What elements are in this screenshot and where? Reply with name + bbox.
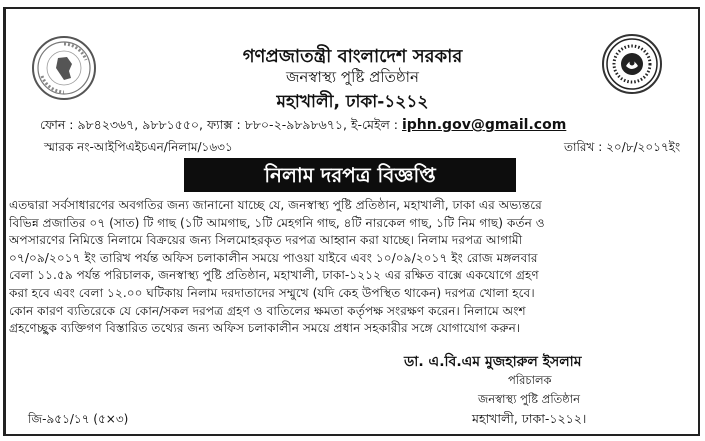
- body-line: করা হবে এবং বেলা ১২.০০ ঘটিকায় নিলাম দরদাতাদের সম্মুখে (যদি কেহ উপস্থিত থাকেন) দরপত্র খোলা হবে।: [9, 285, 535, 300]
- signatory-org: জনস্বাস্থ্য পুষ্টি প্রতিষ্ঠান: [478, 392, 580, 406]
- signatory-address: মহাখালী, ঢাকা-১২১২।: [472, 411, 587, 426]
- contact-phone-fax: ফোন : ৯৮৪২৩৬৭, ৯৮৮১৫৫০, ফ্যাক্স : ৮৮০-২-৯৮৯৮৬৭১, ই-মেইল :: [40, 117, 398, 132]
- body-line: কোন কারণ ব্যতিরেকে যে কোন/সকল দরপত্র গ্রহণ ও বাতিলের ক্ষমতা কর্তৃপক্ষ সংরক্ষণ করেন। নিলামে অংশ: [9, 303, 526, 318]
- body-line: বেলা ১১.৫৯ পর্যন্ত পরিচালক, জনস্বাস্থ্য পুষ্টি প্রতিষ্ঠান, মহাখালী, ঢাকা-১২১২ এর রক্ষিত বাক্সে একযোগে গ্রহণ: [9, 268, 539, 283]
- signatory-name: ডা. এ.বি.এম মুজহারুল ইসলাম: [404, 354, 582, 370]
- body-line: গ্রহণেচ্ছুক ব্যক্তিগণ বিস্তারিত তথ্যের জন্য অফিস চলাকালীন সময়ে প্রধান সহকারীর সঙ্গে যোগাযোগ করুন।: [9, 321, 521, 336]
- gov-heading: গণপ্রজাতন্ত্রী বাংলাদেশ সরকার: [242, 46, 463, 67]
- memo-date: তারিখ : ২০/৮/২০১৭ইং: [564, 140, 681, 154]
- memo-number: স্মারক নং-আইপিএইচএন/নিলাম/১৬৩১: [44, 140, 233, 154]
- body-line: এতদ্বারা সর্বসাধারণের অবগতির জন্য জানানো যাচ্ছে যে, জনস্বাস্থ্য পুষ্টি প্রতিষ্ঠান, মহাখালী, ঢাকা এর অভ্যন্তরে: [9, 198, 542, 212]
- signatory-role: পরিচালক: [508, 373, 552, 387]
- reference-code: জি-৯৫১/১৭ (৫×৩): [28, 412, 129, 426]
- contact-email[interactable]: iphn.gov@gmail.com: [401, 117, 567, 133]
- notice-body: [9, 197, 696, 338]
- body-line: ০৭/০৯/২০১৭ ইং তারিখ পর্যন্ত অফিস চলাকালীন সময়ে পাওয়া যাইবে এবং ১০/০৯/২০১৭ ইং রোজ মঙ্গলবার: [9, 250, 538, 265]
- body-line: বিভিন্ন প্রজাতির ০৭ (সাত) টি গাছ (১টি আমগাছ, ১টি মেহগনি গাছ, ৪টি নারকেল গাছ, ১টি নিম গাছ) কর্তন ও: [9, 215, 545, 230]
- notice-title: নিলাম দরপত্র বিজ্ঞপ্তি: [264, 163, 436, 187]
- contact-line: [40, 117, 566, 137]
- institute-name: জনস্বাস্থ্য পুষ্টি প্রতিষ্ঠান: [286, 68, 419, 86]
- notice-title-box: [184, 158, 516, 192]
- body-line: অপসারণের নিমিত্তে নিলামে বিক্রয়ের জন্য সিলমোহরকৃত দরপত্র আহ্বান করা যাচ্ছে। নিলাম দরপত্র আগামী: [9, 233, 523, 248]
- institute-address: মহাখালী, ঢাকা-১২১২: [276, 92, 429, 112]
